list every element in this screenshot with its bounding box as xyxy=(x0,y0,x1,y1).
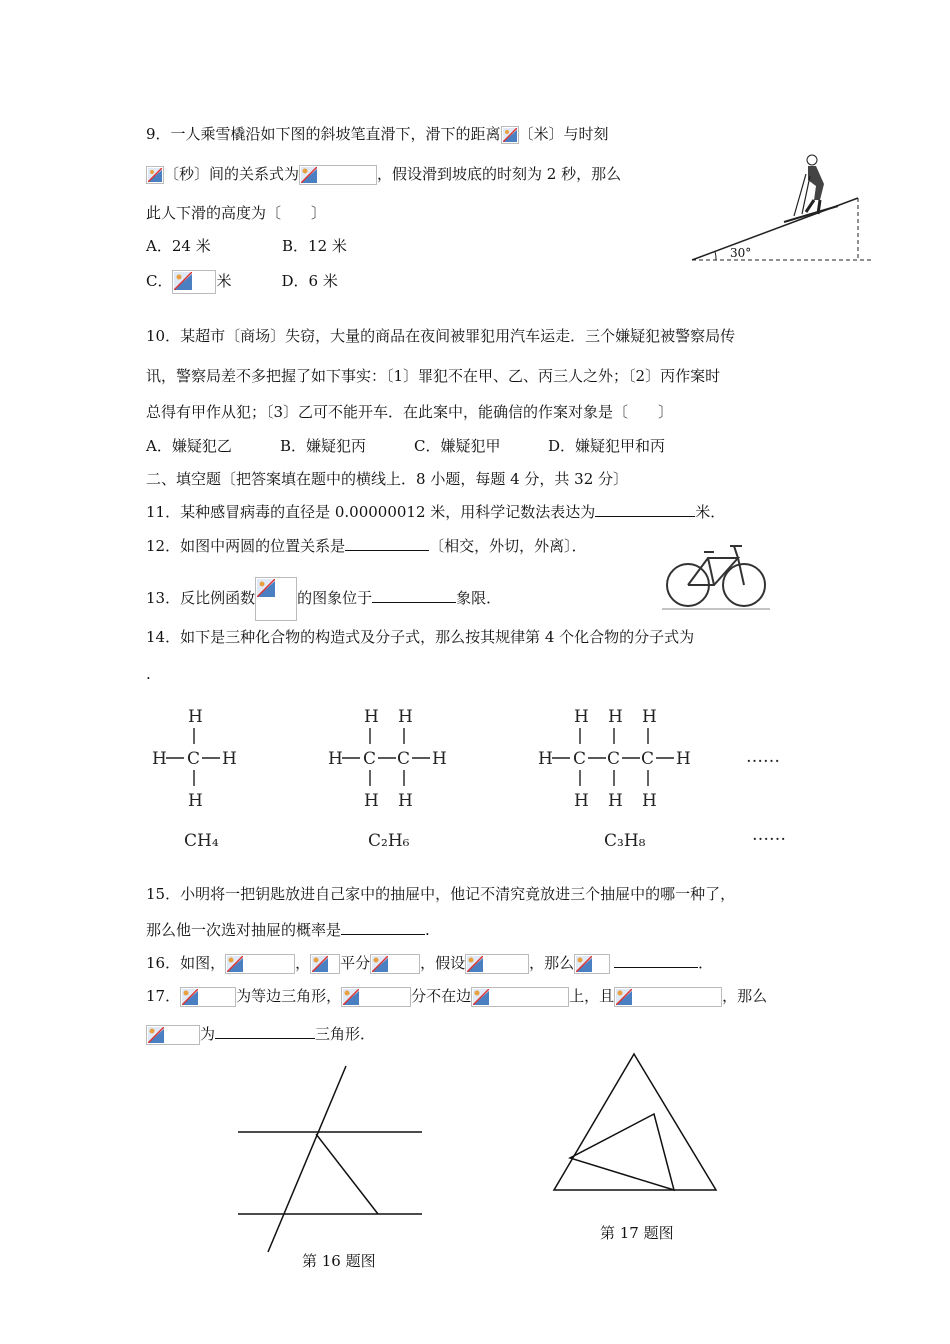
q9-line1: 9．一人乘雪橇沿如下图的斜坡笔直滑下，滑下的距离 〔米〕与时刻 xyxy=(146,125,609,143)
svg-text:H: H xyxy=(642,707,657,727)
svg-text:H: H xyxy=(432,749,447,769)
svg-text:H: H xyxy=(188,791,203,811)
q9-options-cd: C． 米 D．6 米 xyxy=(146,270,338,294)
figure-16 xyxy=(232,1062,428,1258)
svg-text:H: H xyxy=(398,791,413,811)
formula-image-icon xyxy=(225,954,295,974)
q10-line1: 10．某超市〔商场〕失窃，大量的商品在夜间被罪犯用汽车运走．三个嫌疑犯被警察局传 xyxy=(146,327,736,345)
formula-c3h8: C₃H₈ xyxy=(604,831,646,851)
svg-text:H: H xyxy=(538,749,553,769)
formula-image-icon xyxy=(370,954,420,974)
svg-text:H: H xyxy=(222,749,237,769)
figure-16-caption: 第 16 题图 xyxy=(302,1252,376,1270)
section-2-heading: 二、填空题〔把答案填在题中的横线上．8 小题，每题 4 分，共 32 分〕 xyxy=(146,470,629,488)
svg-text:C: C xyxy=(397,749,411,769)
q9-line2: 〔秒〕间的关系式为 ，假设滑到坡底的时刻为 2 秒，那么 xyxy=(146,164,621,185)
q13: 13．反比例函数 的图象位于 象限． xyxy=(146,577,501,621)
formula-image-icon xyxy=(172,270,216,294)
q12: 12．如图中两圆的位置关系是 〔相交，外切，外离〕． xyxy=(146,537,587,555)
q17-line1: 17． 为等边三角形， 分不在边 上，且 ，那么 xyxy=(146,987,768,1005)
skier-slope-figure xyxy=(688,150,878,266)
q15-line1: 15．小明将一把钥匙放进自己家中的抽屉中，他记不清究竟放进三个抽屉中的哪一种了， xyxy=(146,885,736,903)
continuation-dots: …… xyxy=(746,747,780,767)
continuation-dots: …… xyxy=(752,825,786,845)
formula-c2h6: C₂H₆ xyxy=(368,831,410,851)
svg-text:H: H xyxy=(676,749,691,769)
answer-blank[interactable] xyxy=(345,536,429,551)
q9-option-a: A．24 米 xyxy=(146,237,211,255)
q9-line3: 此人下滑的高度为〔 〕 xyxy=(146,204,327,222)
q15-line2: 那么他一次选对抽屉的概率是 . xyxy=(146,921,430,939)
figure-17 xyxy=(548,1050,722,1196)
formula-image-icon xyxy=(341,987,411,1007)
formula-image-icon xyxy=(299,165,377,185)
svg-text:C: C xyxy=(363,749,377,769)
svg-text:C: C xyxy=(641,749,655,769)
svg-text:H: H xyxy=(642,791,657,811)
figure-17-caption: 第 17 题图 xyxy=(600,1224,674,1242)
formula-image-icon xyxy=(614,987,722,1007)
answer-blank[interactable] xyxy=(595,502,695,517)
bicycle-figure xyxy=(660,538,772,614)
angle-label: 30° xyxy=(730,246,752,260)
svg-text:H: H xyxy=(574,707,589,727)
answer-blank[interactable] xyxy=(372,588,456,603)
q10-option-b: B．嫌疑犯丙 xyxy=(280,437,367,455)
q14-line1: 14．如下是三种化合物的构造式及分子式，那么按其规律第 4 个化合物的分子式为 xyxy=(146,628,695,646)
formula-ch4: CH₄ xyxy=(184,831,219,851)
formula-image-icon xyxy=(180,987,236,1007)
svg-text:C: C xyxy=(607,749,621,769)
q10-option-d: D．嫌疑犯甲和丙 xyxy=(548,437,666,455)
svg-text:H: H xyxy=(328,749,343,769)
q14-line2: . xyxy=(146,665,151,683)
structure-c3h8 xyxy=(538,707,691,811)
svg-text:H: H xyxy=(574,791,589,811)
formula-image-icon xyxy=(310,954,340,974)
formula-image-icon xyxy=(471,987,569,1007)
formula-image-icon xyxy=(465,954,529,974)
formula-image-icon xyxy=(146,166,164,184)
chemical-structures-figure xyxy=(146,700,806,860)
answer-blank[interactable] xyxy=(215,1024,315,1039)
structure-c2h6 xyxy=(328,707,447,811)
structure-ch4 xyxy=(152,707,237,811)
q17-line2: 为 三角形． xyxy=(146,1024,375,1045)
q10-option-a: A．嫌疑犯乙 xyxy=(146,437,232,455)
svg-text:H: H xyxy=(608,791,623,811)
formula-image-icon xyxy=(146,1025,200,1045)
q10-options xyxy=(146,436,665,456)
q16: 16．如图， ， 平分 ，假设 ，那么 ． xyxy=(146,954,714,972)
svg-text:H: H xyxy=(152,749,167,769)
svg-text:H: H xyxy=(398,707,413,727)
q9-options-ab xyxy=(146,236,347,256)
q10-option-c: C．嫌疑犯甲 xyxy=(414,437,501,455)
formula-image-icon xyxy=(255,577,297,621)
q10-line3: 总得有甲作从犯；〔3〕乙可不能开车．在此案中，能确信的作案对象是〔 〕 xyxy=(146,403,674,421)
svg-text:H: H xyxy=(364,791,379,811)
q9-option-b: B．12 米 xyxy=(282,237,347,255)
svg-text:H: H xyxy=(364,707,379,727)
formula-image-icon xyxy=(574,954,610,974)
answer-blank[interactable] xyxy=(614,953,698,968)
svg-text:C: C xyxy=(573,749,587,769)
svg-text:H: H xyxy=(608,707,623,727)
q10-line2: 讯，警察局差不多把握了如下事实：〔1〕罪犯不在甲、乙、丙三人之外；〔2〕丙作案时 xyxy=(146,367,721,385)
answer-blank[interactable] xyxy=(341,920,425,935)
q9-option-d: D．6 米 xyxy=(281,272,338,290)
q11: 11．某种感冒病毒的直径是 0.00000012 米，用科学记数法表达为 米． xyxy=(146,503,726,521)
svg-text:H: H xyxy=(188,707,203,727)
formula-image-icon xyxy=(501,126,519,144)
svg-text:C: C xyxy=(187,749,201,769)
